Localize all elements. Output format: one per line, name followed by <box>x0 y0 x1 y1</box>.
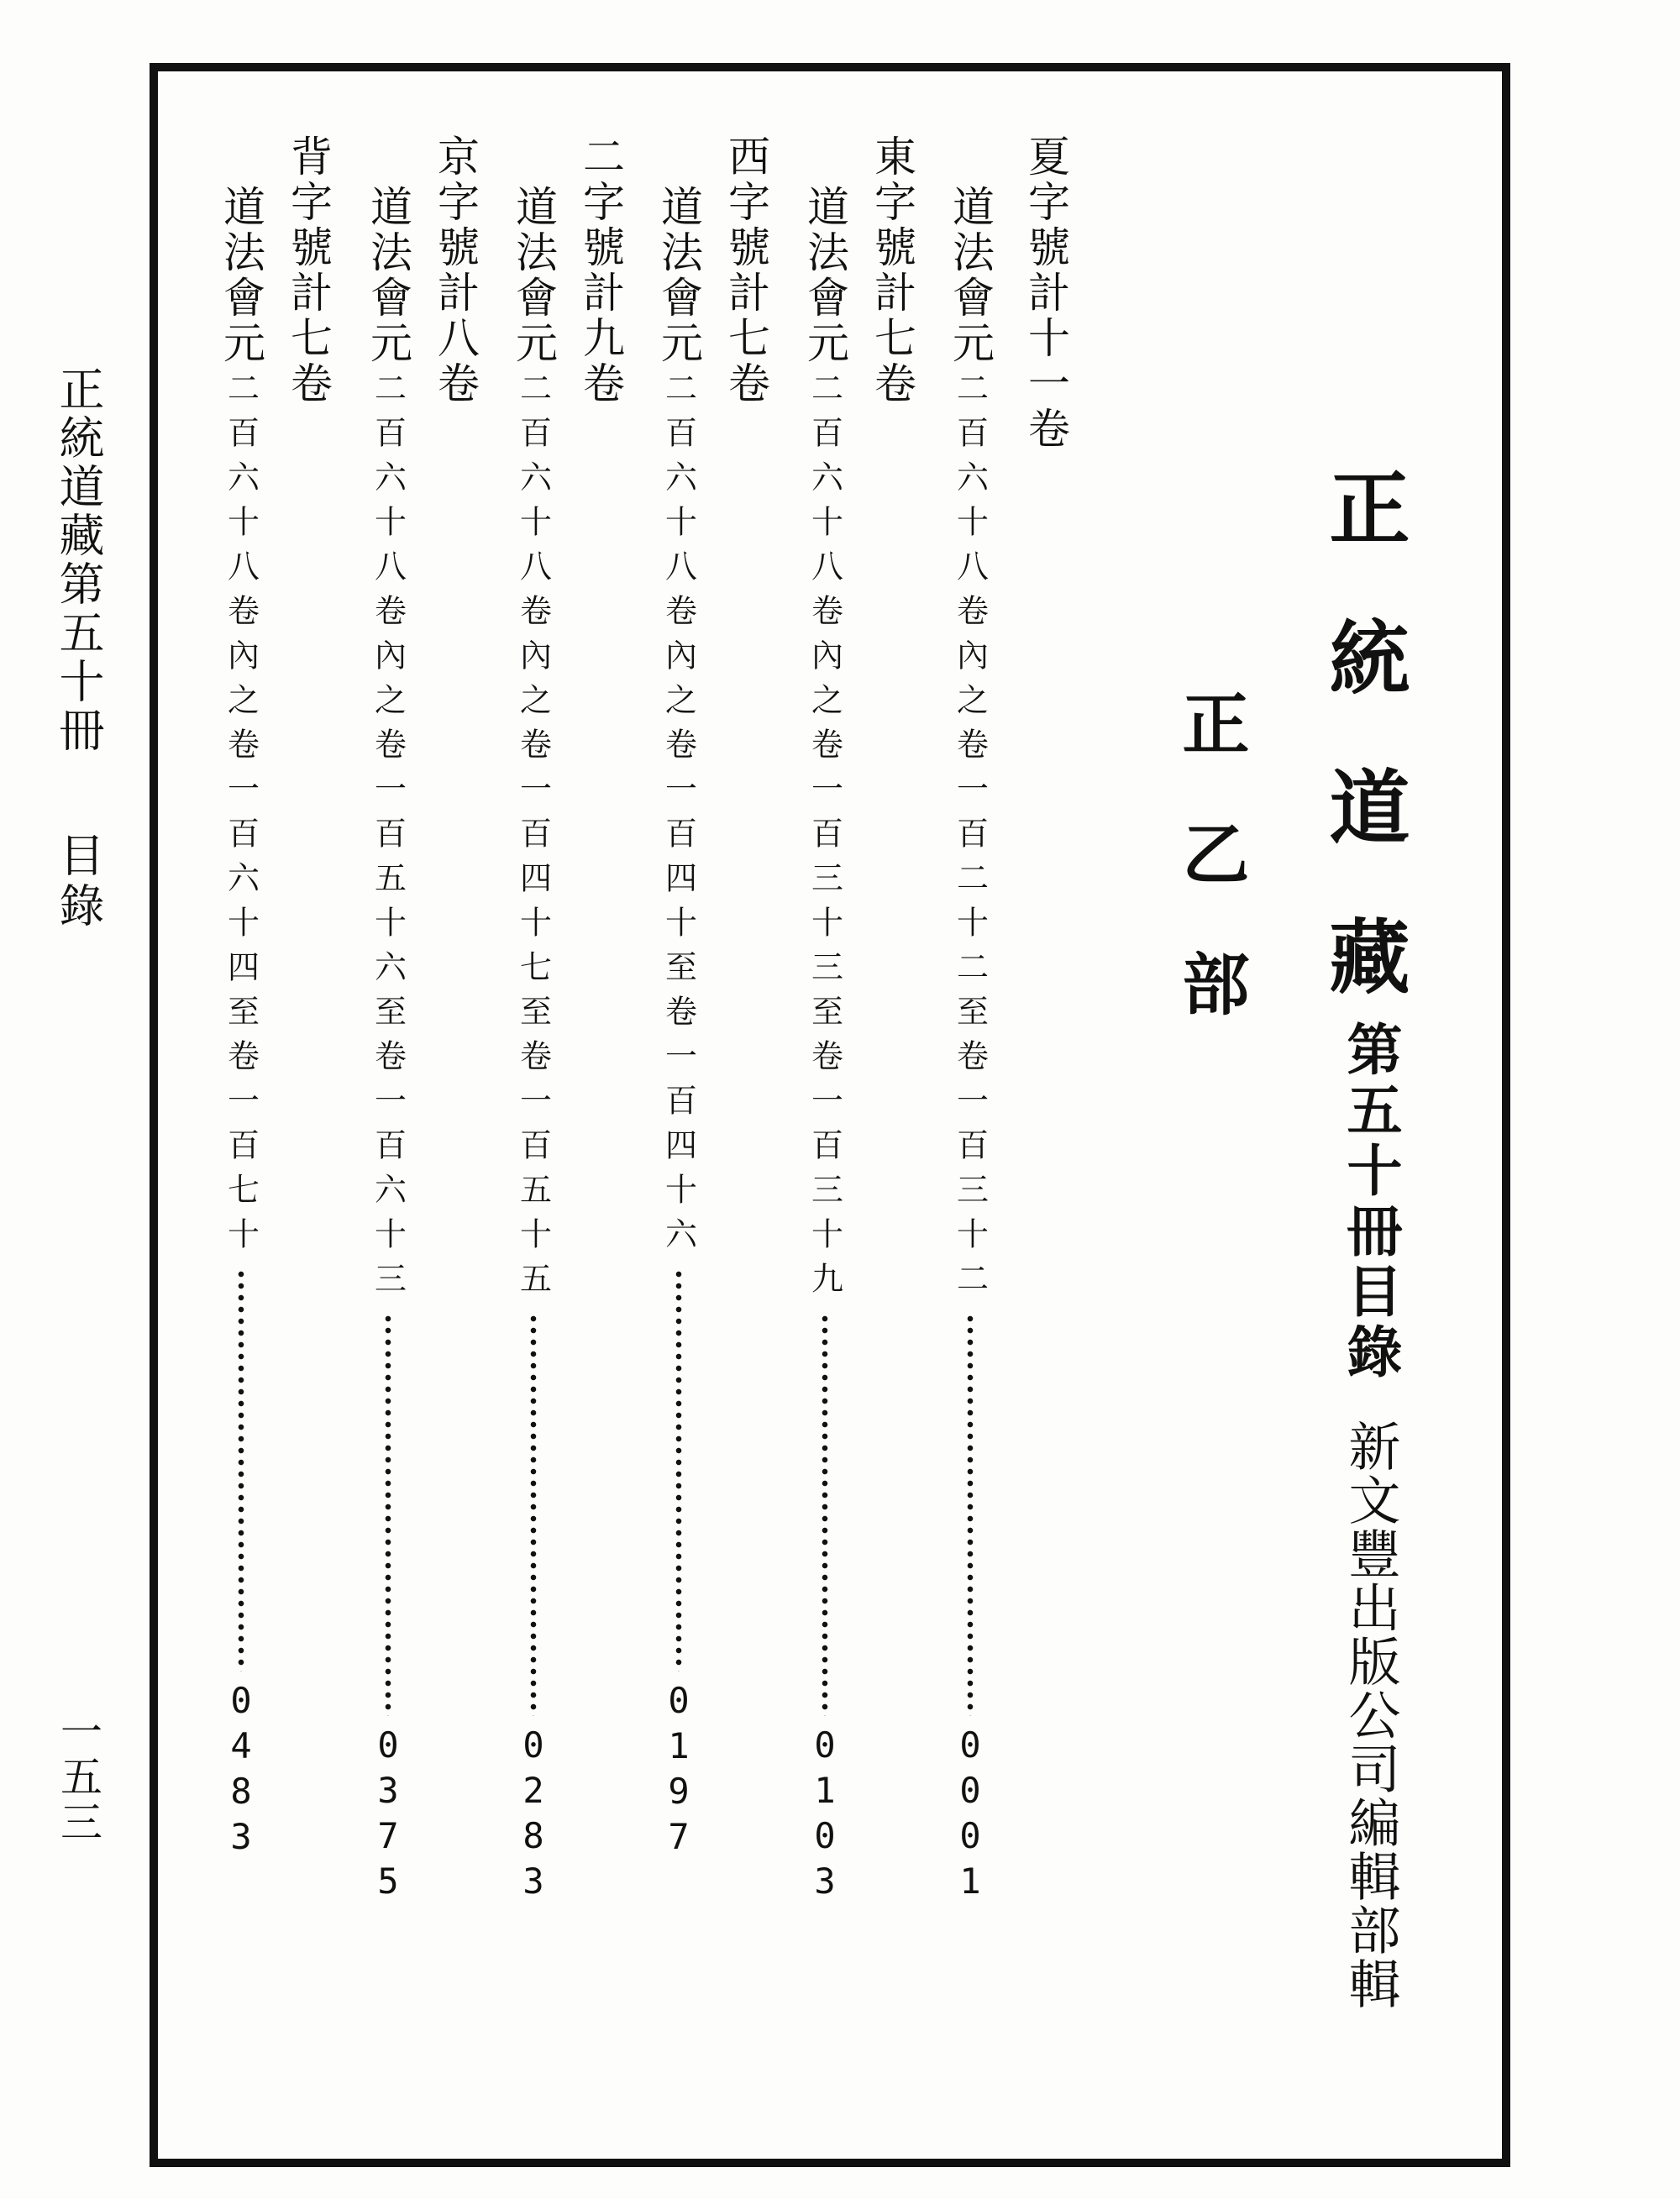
volume-title: 第五十冊目錄 <box>1337 1021 1403 1383</box>
page-digit: 5 <box>377 1860 399 1902</box>
page-digit: 0 <box>959 1724 981 1766</box>
entry-range: 二百六十八卷內之卷一百四十至卷一百四十六 <box>659 371 697 1262</box>
group-heading: 背字號計七卷 <box>284 134 333 407</box>
page-digit: 0 <box>668 1680 690 1721</box>
page-digit: 0 <box>522 1724 544 1766</box>
page-digit: 7 <box>668 1816 690 1857</box>
page-digit: 1 <box>959 1860 981 1902</box>
entry-title: 道法會元 <box>946 185 995 366</box>
page-digit: 3 <box>230 1816 252 1857</box>
page-number <box>522 1723 543 1904</box>
page-number <box>377 1723 398 1904</box>
page-digit: 4 <box>230 1725 252 1766</box>
collection-title: 正統道藏 <box>1316 466 1410 1064</box>
entry-title: 道法會元 <box>364 185 412 366</box>
margin-page-number: 一五三 <box>54 1709 102 1845</box>
toc-entry[interactable] <box>211 185 271 1860</box>
running-label: 目錄 <box>52 832 105 932</box>
publisher-credit: 新文豐出版公司編輯部輯 <box>1340 1420 1401 2011</box>
running-title: 正統道藏第五十冊 <box>52 365 105 755</box>
dot-leader <box>967 1313 974 1716</box>
page-number <box>230 1678 251 1860</box>
page-digit: 0 <box>814 1724 836 1766</box>
dot-leader <box>530 1313 537 1716</box>
group-heading: 京字號計八卷 <box>431 134 480 407</box>
toc-entry[interactable] <box>795 185 855 1904</box>
dot-leader <box>238 1268 244 1672</box>
page-digit: 3 <box>522 1860 544 1902</box>
toc-entry[interactable] <box>940 185 1000 1904</box>
page-digit: 0 <box>959 1770 981 1811</box>
entry-title: 道法會元 <box>801 185 849 366</box>
page-digit: 3 <box>377 1770 399 1811</box>
group-heading: 東字號計七卷 <box>868 134 916 407</box>
entry-title: 道法會元 <box>217 185 265 366</box>
page-digit: 0 <box>814 1815 836 1856</box>
entry-title: 道法會元 <box>654 185 703 366</box>
toc-entry[interactable] <box>648 185 709 1860</box>
page-number <box>959 1723 980 1904</box>
section-title: 正乙部 <box>1171 689 1249 1079</box>
group-heading: 西字號計七卷 <box>722 134 770 407</box>
page-digit: 9 <box>668 1771 690 1812</box>
group-heading: 夏字號計十一卷 <box>1021 134 1070 452</box>
dot-leader <box>675 1268 682 1672</box>
entry-title: 道法會元 <box>509 185 558 366</box>
page-number <box>814 1723 835 1904</box>
toc-entry[interactable] <box>358 185 418 1904</box>
page-digit: 1 <box>814 1770 836 1811</box>
page-digit: 8 <box>230 1771 252 1812</box>
entry-range: 二百六十八卷內之卷一百二十二至卷一百三十二 <box>951 371 989 1306</box>
page-digit: 0 <box>230 1680 252 1721</box>
group-heading: 二字號計九卷 <box>576 134 625 407</box>
page-digit: 0 <box>377 1724 399 1766</box>
entry-range: 二百六十八卷內之卷一百四十七至卷一百五十五 <box>514 371 552 1306</box>
page-digit: 1 <box>668 1725 690 1766</box>
entry-range: 二百六十八卷內之卷一百五十六至卷一百六十三 <box>369 371 407 1306</box>
entry-range: 二百六十八卷內之卷一百三十三至卷一百三十九 <box>806 371 843 1306</box>
toc-entry[interactable] <box>503 185 564 1904</box>
dot-leader <box>822 1313 828 1716</box>
page-number <box>668 1678 689 1860</box>
page-digit: 0 <box>959 1815 981 1856</box>
entry-range: 二百六十八卷內之卷一百六十四至卷一百七十 <box>222 371 260 1262</box>
page-digit: 3 <box>814 1860 836 1902</box>
page-digit: 7 <box>377 1815 399 1856</box>
dot-leader <box>385 1313 391 1716</box>
page-digit: 8 <box>522 1815 544 1856</box>
page-digit: 2 <box>522 1770 544 1811</box>
